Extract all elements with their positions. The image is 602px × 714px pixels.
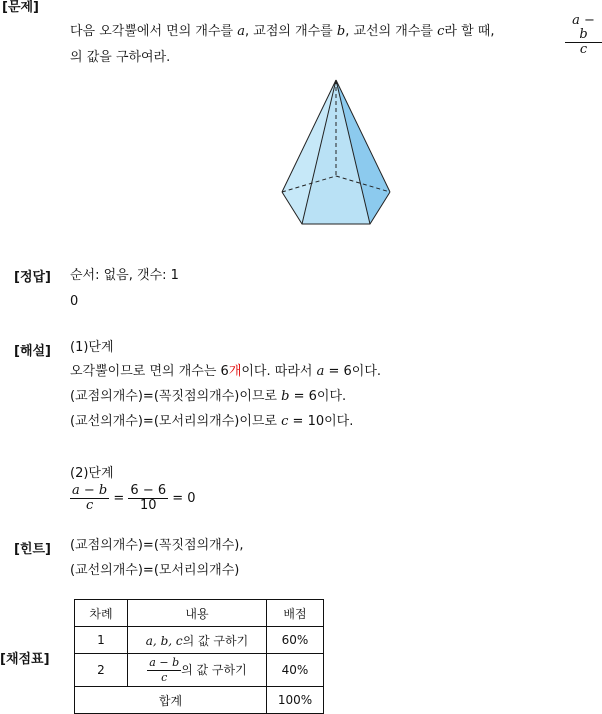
total-label: 합계: [75, 687, 267, 714]
problem-line-1: [70, 20, 494, 44]
content-text: 의 값 구하기: [181, 662, 247, 677]
row-score: 40%: [267, 654, 324, 687]
table-row: [75, 627, 324, 654]
content-text: 의 값 구하기: [182, 633, 249, 648]
solution-step-2: (2)단계: [70, 466, 114, 481]
problem-text: , 교선의 개수를: [345, 24, 438, 39]
solution-text: 오각뿔이므로 면의 개수는 6: [70, 364, 229, 379]
problem-label: [문제]: [2, 0, 39, 15]
problem-text: , 교점의 개수를: [245, 24, 337, 39]
solution-label: [해설]: [14, 344, 51, 359]
row-number: 1: [75, 627, 128, 654]
var-a: a: [237, 24, 245, 39]
pentagonal-pyramid-figure: [278, 76, 396, 226]
var-b: b: [281, 389, 290, 404]
solution-step-1: (1)단계: [70, 340, 114, 355]
table-header-row: [75, 600, 324, 627]
row-content: [128, 627, 267, 654]
fraction-numerator: 6 − 6: [130, 483, 167, 498]
solution-line-3: [70, 410, 353, 434]
highlight-unit: 개: [228, 364, 242, 379]
row-content: [128, 654, 267, 687]
grading-label: [채점표]: [0, 652, 50, 667]
content-vars: a, b, c: [145, 633, 183, 648]
fraction-denominator: c: [85, 498, 94, 513]
table-total-row: [75, 687, 324, 714]
equals-sign: =: [113, 491, 125, 506]
hint-line-2: (교선의개수)=(모서리의개수): [70, 563, 240, 578]
fraction-numerator: a − b: [149, 655, 180, 669]
hint-line-1: (교점의개수)=(꼭짓점의개수),: [70, 538, 244, 553]
solution-line-1: [70, 360, 381, 384]
total-score: 100%: [267, 687, 324, 714]
hint-label: [힌트]: [14, 542, 51, 557]
row-number: 2: [75, 654, 128, 687]
solution-line-2: [70, 385, 346, 409]
header-cell: 차례: [75, 600, 128, 627]
solution-text: = 6이다.: [289, 389, 347, 404]
problem-fraction: [565, 14, 602, 57]
solution-text: 이다. 따라서: [241, 364, 317, 379]
equation-result: = 0: [172, 491, 196, 506]
answer-line-2: 0: [70, 294, 79, 309]
header-cell: 배점: [267, 600, 324, 627]
var-a: a: [316, 364, 325, 379]
fraction-numerator: a − b: [72, 483, 108, 498]
row-score: 60%: [267, 627, 324, 654]
answer-line-1: 순서: 없음, 갯수: 1: [70, 268, 179, 283]
header-cell: 내용: [128, 600, 267, 627]
solution-text: (교선의개수)=(모서리의개수)이므로: [70, 414, 282, 429]
solution-text: = 10이다.: [288, 414, 354, 429]
table-row: [75, 654, 324, 687]
problem-text: 라 할 때,: [444, 24, 495, 39]
var-c: c: [281, 414, 289, 429]
fraction-denominator: c: [579, 42, 588, 57]
problem-text: 다음 오각뿔에서 면의 개수를: [70, 24, 238, 39]
problem-line-2: 의 값을 구하여라.: [70, 50, 171, 65]
solution-text: = 6이다.: [324, 364, 382, 379]
solution-text: (교점의개수)=(꼭짓점의개수)이므로: [70, 389, 282, 404]
solution-equation: [70, 484, 196, 513]
answer-label: [정답]: [14, 270, 51, 285]
fraction-numerator: a − b: [565, 14, 602, 43]
grading-table: [74, 599, 324, 714]
var-c: c: [437, 24, 445, 39]
var-b: b: [336, 24, 346, 39]
fraction-denominator: c: [161, 670, 168, 684]
fraction-denominator: 10: [140, 498, 157, 513]
